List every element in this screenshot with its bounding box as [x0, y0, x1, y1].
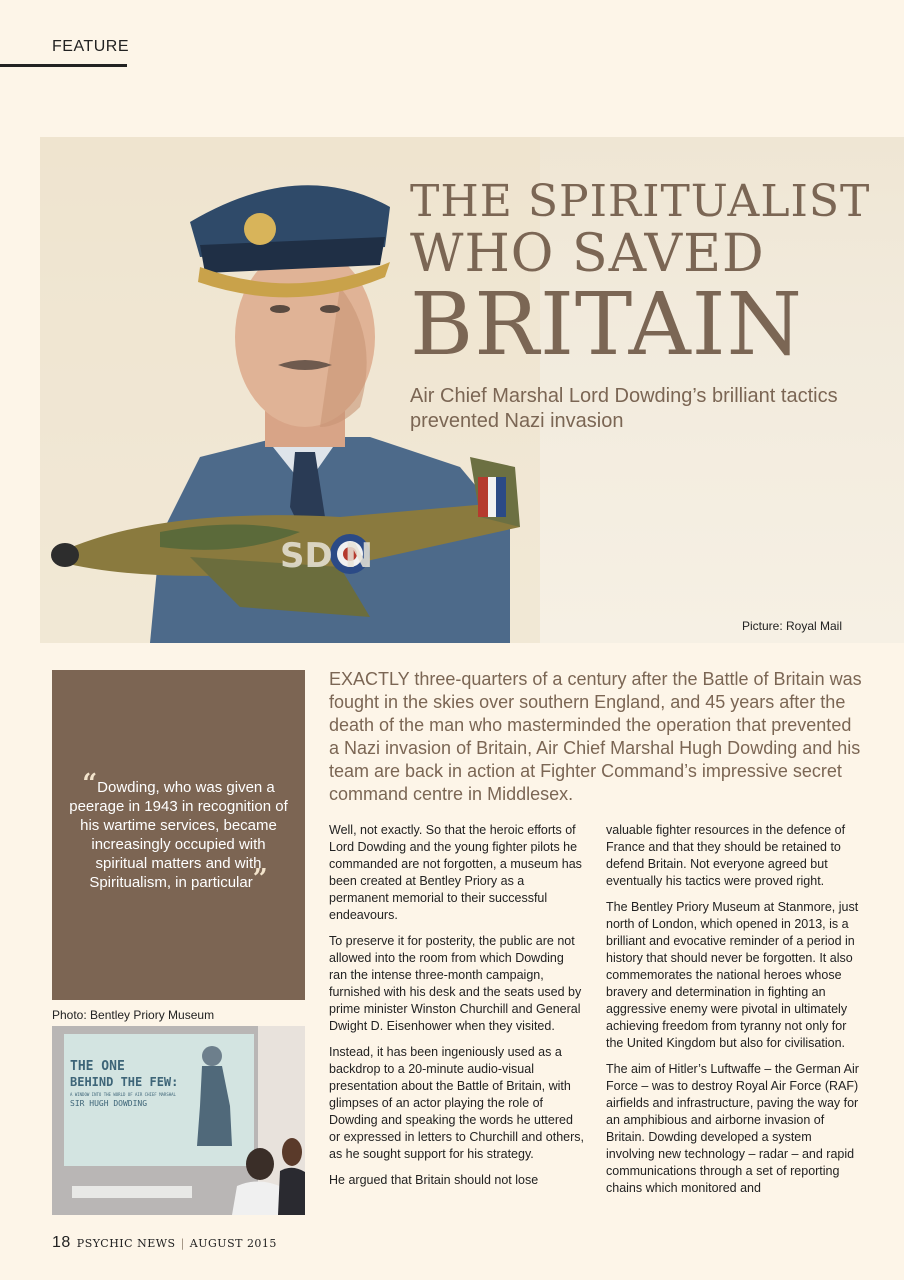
body-column-1	[329, 822, 585, 1198]
body-column-2	[606, 822, 862, 1206]
screen-line-1: THE ONE	[70, 1059, 125, 1074]
headline-subtitle: Air Chief Marshal Lord Dowding’s brilliant tactics prevented Nazi invasion	[410, 385, 838, 432]
footer-separator: |	[180, 1237, 185, 1250]
issue-date: AUGUST 2015	[189, 1237, 277, 1250]
body-paragraph: The aim of Hitler’s Luftwaffe – the German Air Force – was to destroy Royal Air Force (RAF) airfields and infrastructure, paving the way for an amphibious and airborne invasion of Britain. Dowding developed a system involving new technology – radar – and rapid communications through a set of reporting chains which monitored and	[606, 1062, 859, 1195]
headline-line-1: THE SPIRITUALIST	[410, 176, 871, 227]
section-rule-thin	[0, 65, 52, 66]
close-quote-mark: ”	[252, 864, 268, 894]
pullquote	[68, 769, 289, 894]
screen-line-3: A WINDOW INTO THE WORLD OF AIR CHIEF MARSHAL	[70, 1092, 176, 1097]
pullquote-text: Dowding, who was given a peerage in 1943 in recognition of his wartime services, became increasingly occupied with spiritual matters and with Spiritualism, in particular	[69, 779, 288, 891]
cap-badge	[244, 213, 276, 245]
body-paragraph: Well, not exactly. So that the heroic efforts of Lord Dowding and the young fighter pilots he commanded are not forgotten, a museum has been created at Bentley Priory as a permanent memorial to their successful endeavours.	[329, 823, 582, 922]
propeller-spinner	[51, 543, 79, 567]
visitor-head-2	[282, 1138, 302, 1166]
tail-flash-white	[488, 477, 496, 517]
museum-photo-scene	[52, 1026, 305, 1215]
museum-photo	[52, 1026, 305, 1215]
body-paragraph: To preserve it for posterity, the public are not allowed into the room from which Dowding ran the intense three-month campaign, furnished with his desk and the seats used by prime minister Winston Churchill and General Dwight D. Eisenhower when they visited.	[329, 934, 582, 1033]
screen-line-4: SIR HUGH DOWDING	[70, 1099, 148, 1108]
page-footer	[52, 1234, 277, 1252]
body-paragraph: valuable fighter resources in the defence of France and that they should be retained to defend Britain. Not everyone agreed but eventually his tactics were proved right.	[606, 823, 846, 888]
photo-caption: Photo: Bentley Priory Museum	[52, 1008, 215, 1022]
screen-line-2: BEHIND THE FEW:	[70, 1075, 179, 1089]
pullquote-box	[52, 670, 305, 1000]
visitor-body-2	[278, 1168, 305, 1215]
left-eye	[270, 305, 290, 313]
hero-credit: Picture: Royal Mail	[741, 619, 842, 633]
body-paragraph: The Bentley Priory Museum at Stanmore, just north of London, which opened in 2013, is a brilliant and evocative reminder of a period in history that should never be forgotten. It also commemorates the national heroes whose bravery and determination in fighting an aggressive enemy were pivotal in ultimately achieving freedom from tyranny not only for the United Kingdom but also for civilisation.	[606, 900, 859, 1050]
visitor-head-1	[246, 1148, 274, 1180]
section-label: FEATURE	[52, 38, 129, 55]
headline	[410, 176, 871, 375]
body-paragraph: Instead, it has been ingeniously used as a backdrop to a 20-minute audio-visual presentation about the Battle of Britain, with glimpses of an actor playing the role of Dowding and speaking the words he uttered or expressed in letters to Churchill and others, as he sought support for his strategy.	[329, 1045, 584, 1161]
headline-line-2: WHO SAVED	[410, 224, 765, 284]
headline-line-3: BRITAIN	[410, 275, 803, 375]
page-number: 18	[52, 1234, 71, 1251]
visitor-body-1	[232, 1181, 284, 1215]
radiator	[72, 1186, 192, 1198]
tail-flash-blue	[496, 477, 506, 517]
open-quote-mark: “	[82, 769, 98, 799]
plane-code: SD N	[280, 536, 374, 576]
publication-name: PSYCHIC NEWS	[76, 1237, 176, 1250]
tail-flash-red	[478, 477, 488, 517]
body-paragraph: He argued that Britain should not lose	[329, 1173, 539, 1187]
intro-paragraph: EXACTLY three-quarters of a century after the Battle of Britain was fought in the skies over southern England, and 45 years after the death of the man who masterminded the operation that prevented a Nazi invasion of Britain, Air Chief Marshal Hugh Dowding and his team are back in action at Fighter Command’s impressive secret command centre in Middlesex.	[329, 669, 862, 804]
right-eye	[320, 305, 340, 313]
projected-head	[202, 1046, 222, 1066]
